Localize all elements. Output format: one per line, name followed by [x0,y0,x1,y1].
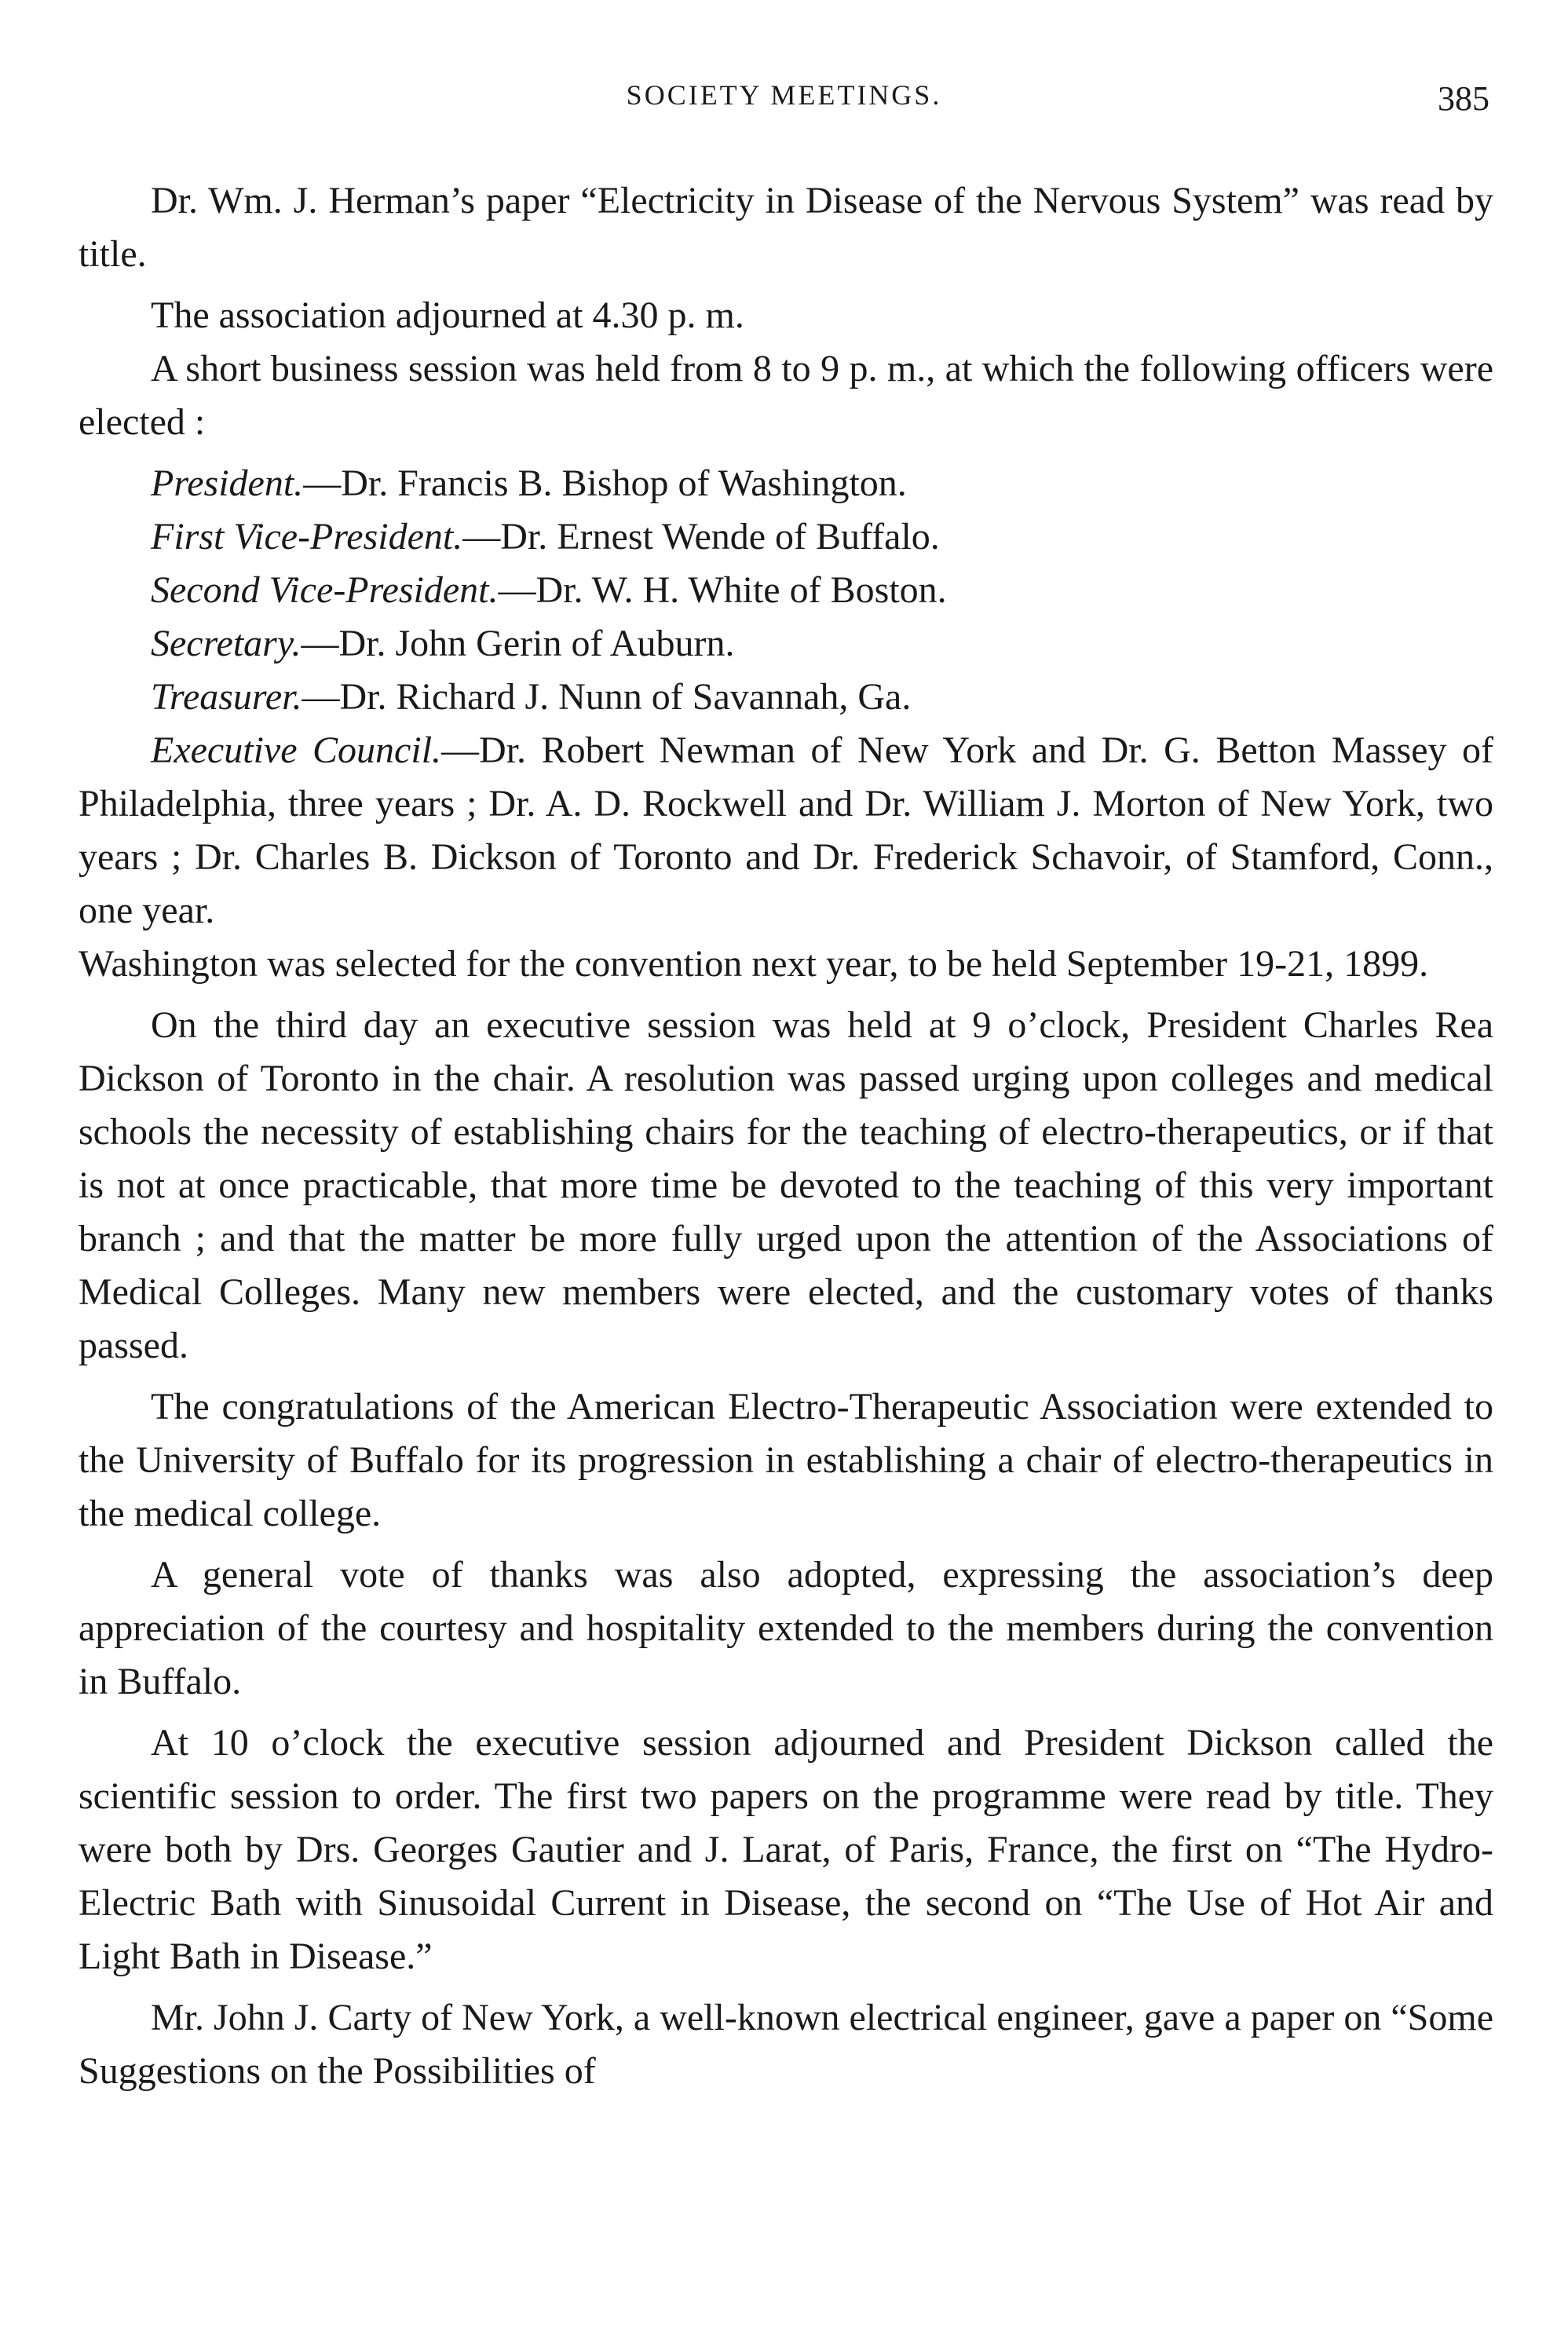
officer-role: Second Vice-President. [151,569,499,611]
paragraph-third-day: On the third day an executive session was held at 9 o’clock, President Charles Rea Dickson of Toronto in the chair. A resolution was passed urging upon colleges and medical schools the necessity of establishing chairs for the teaching of electro-therapeutics, or if that is not at once practicable, that more time be devoted to the teaching of this very important branch ; and that the matter be more fully urged upon the attention of the Associations of Medical Colleges. Many new members were elected, and the customary votes of thanks passed. [79,1004,1493,1366]
header-title: SOCIETY MEETINGS. [626,79,942,111]
running-head [79,79,1489,126]
paragraph-congratulations: The congratulations of the American Electro-Therapeutic Association were extended to the University of Buffalo for its progression in establishing a chair of electro-therapeutics in the medical college. [79,1386,1493,1534]
paragraph-business-session: A short business session was held from 8 to 9 p. m., at which the following officers were elected : [79,348,1493,443]
officer-name: —Dr. Ernest Wende of Buffalo. [462,516,940,557]
officer-name: —Dr. Francis B. Bishop of Washington. [303,462,907,504]
officer-name: —Dr. Richard J. Nunn of Savannah, Ga. [302,676,912,718]
officer-role: Secretary. [151,623,302,664]
officer-secretary [79,617,1493,671]
page-number: 385 [1438,79,1489,118]
paragraph-next-convention: Washington was selected for the convention next year, to be held September 19-21, 1899. [79,943,1429,985]
officer-name: —Dr. Robert Newman of New York and Dr. G. Betton Massey of Philadelphia, three years ; Dr. A. D. Rockwell and Dr. William J. Morton of New York, two years ; Dr. Charles B. Dickson of Toronto and Dr. Frederick Schavoir, of Stamford, Conn., one year. [79,729,1494,931]
paragraph-vote-of-thanks: A general vote of thanks was also adopted, expressing the association’s deep appreciation of the courtesy and hospitality extended to the members during the convention in Buffalo. [79,1554,1493,1702]
officer-first-vice-president [79,510,1493,564]
officer-president [79,457,1493,510]
officer-executive-council [79,724,1493,938]
paragraph-carty-paper: Mr. John J. Carty of New York, a well-known electrical engineer, gave a paper on “Some Suggestions on the Possibilities of [79,1997,1493,2092]
officer-treasurer [79,671,1493,724]
officer-name: —Dr. John Gerin of Auburn. [301,623,735,664]
officer-role: First Vice-President. [151,516,463,557]
officer-role: Treasurer. [151,676,302,718]
body-text [79,174,1493,2106]
officer-second-vice-president [79,564,1493,617]
paragraph-scientific-session: At 10 o’clock the executive session adjourned and President Dickson called the scientific session to order. The first two papers on the programme were read by title. They were both by Drs. Georges Gautier and J. Larat, of Paris, France, the first on “The Hydro-Electric Bath with Sinusoidal Current in Disease, the second on “The Use of Hot Air and Light Bath in Disease.” [79,1722,1493,1977]
officer-name: —Dr. W. H. White of Boston. [498,569,947,611]
paragraph-text: Dr. Wm. J. Herman’s paper “Electricity in Disease of the Nervous System” was read by title. [79,180,1493,275]
paragraph-herman-paper [79,174,1493,281]
paragraph-adjourned: The association adjourned at 4.30 p. m. [151,294,744,336]
officer-role: Executive Council. [151,729,442,771]
officer-role: President. [151,462,304,504]
